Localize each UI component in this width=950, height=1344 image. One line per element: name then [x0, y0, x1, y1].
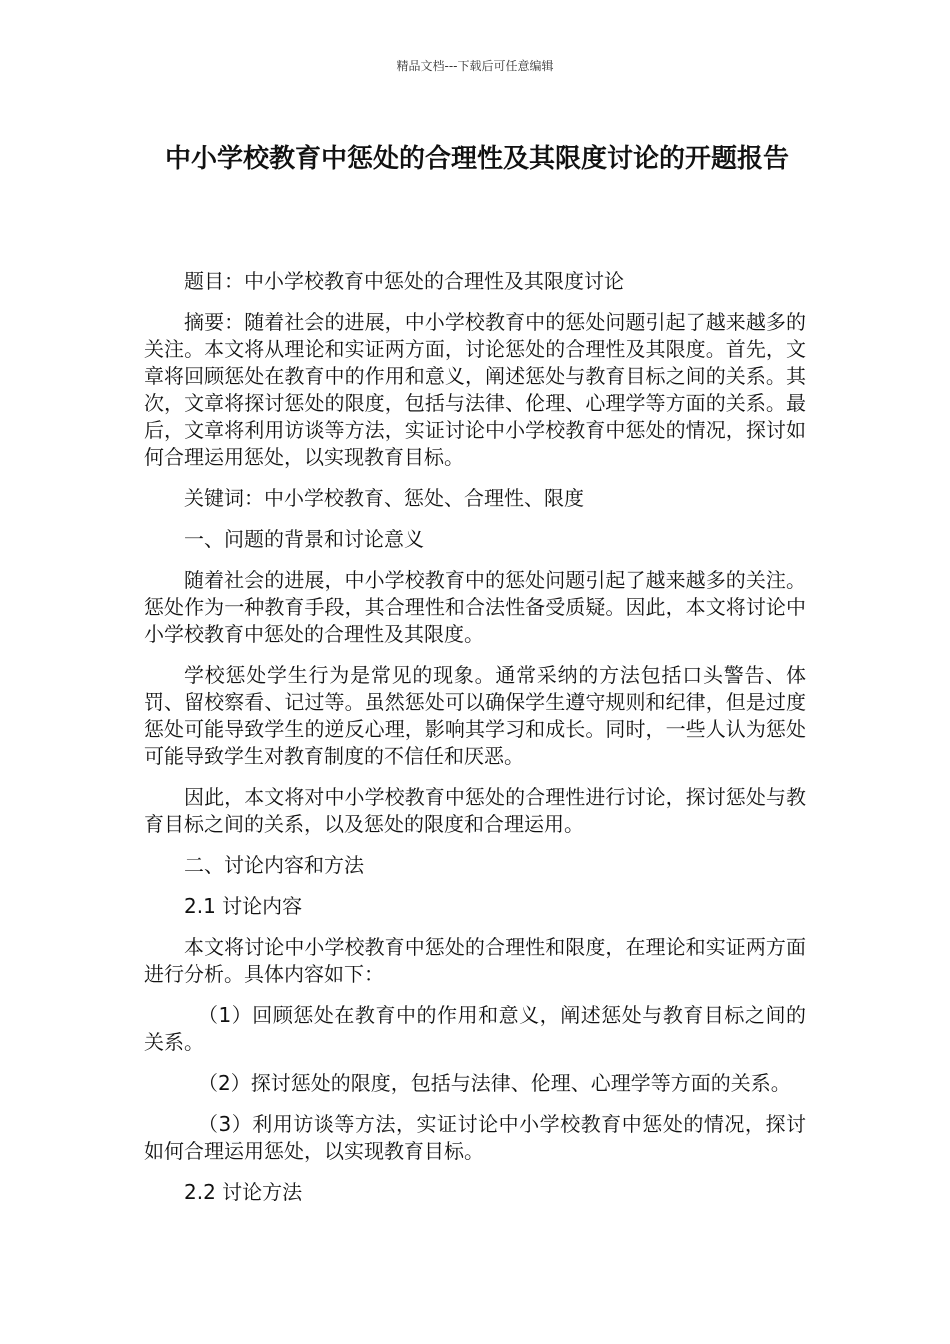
- background-paragraph-1: 随着社会的进展，中小学校教育中的惩处问题引起了越来越多的关注。惩处作为一种教育手段，其合理性和合法性备受质疑。因此，本文将讨论中小学校教育中惩处的合理性及其限度。: [144, 568, 806, 646]
- topic-line: 题目：中小学校教育中惩处的合理性及其限度讨论: [184, 269, 624, 293]
- content-item-1: （1）回顾惩处在教育中的作用和意义，阐述惩处与教育目标之间的关系。: [144, 1003, 806, 1054]
- content-item-2: （2）探讨惩处的限度，包括与法律、伦理、心理学等方面的关系。: [198, 1071, 791, 1095]
- background-paragraph-3: 因此，本文将对中小学校教育中惩处的合理性进行讨论，探讨惩处与教育目标之间的关系，以及惩处的限度和合理运用。: [144, 785, 806, 836]
- document-title: 中小学校教育中惩处的合理性及其限度讨论的开题报告: [164, 144, 789, 174]
- section-heading-background: 一、问题的背景和讨论意义: [184, 527, 424, 551]
- header-note: 精品文档---下载后可任意编辑: [396, 59, 554, 73]
- background-paragraph-2: 学校惩处学生行为是常见的现象。通常采纳的方法包括口头警告、体罚、留校察看、记过等。虽然惩处可以确保学生遵守规则和纪律，但是过度惩处可能导致学生的逆反心理，影响其学习和成长。同时，一些人认为惩处可能导致学生对教育制度的不信任和厌恶。: [144, 663, 806, 768]
- subsection-heading-method: 2.2 讨论方法: [184, 1180, 303, 1204]
- abstract-paragraph: 摘要：随着社会的进展，中小学校教育中的惩处问题引起了越来越多的关注。本文将从理论和实证两方面，讨论惩处的合理性及其限度。首先，文章将回顾惩处在教育中的作用和意义，阐述惩处与教育目标之间的关系。其次，文章将探讨惩处的限度，包括与法律、伦理、心理学等方面的关系。最后，文章将利用访谈等方法，实证讨论中小学校教育中惩处的情况，探讨如何合理运用惩处，以实现教育目标。: [144, 310, 806, 469]
- document-body: [144, 268, 806, 1220]
- keywords-line: 关键词：中小学校教育、惩处、合理性、限度: [184, 486, 584, 510]
- section-heading-content-method: 二、讨论内容和方法: [184, 853, 364, 877]
- subsection-heading-content: 2.1 讨论内容: [184, 894, 303, 918]
- content-item-3: （3）利用访谈等方法，实证讨论中小学校教育中惩处的情况，探讨如何合理运用惩处，以实现教育目标。: [144, 1112, 806, 1163]
- content-intro-paragraph: 本文将讨论中小学校教育中惩处的合理性和限度，在理论和实证两方面进行分析。具体内容如下：: [144, 935, 806, 986]
